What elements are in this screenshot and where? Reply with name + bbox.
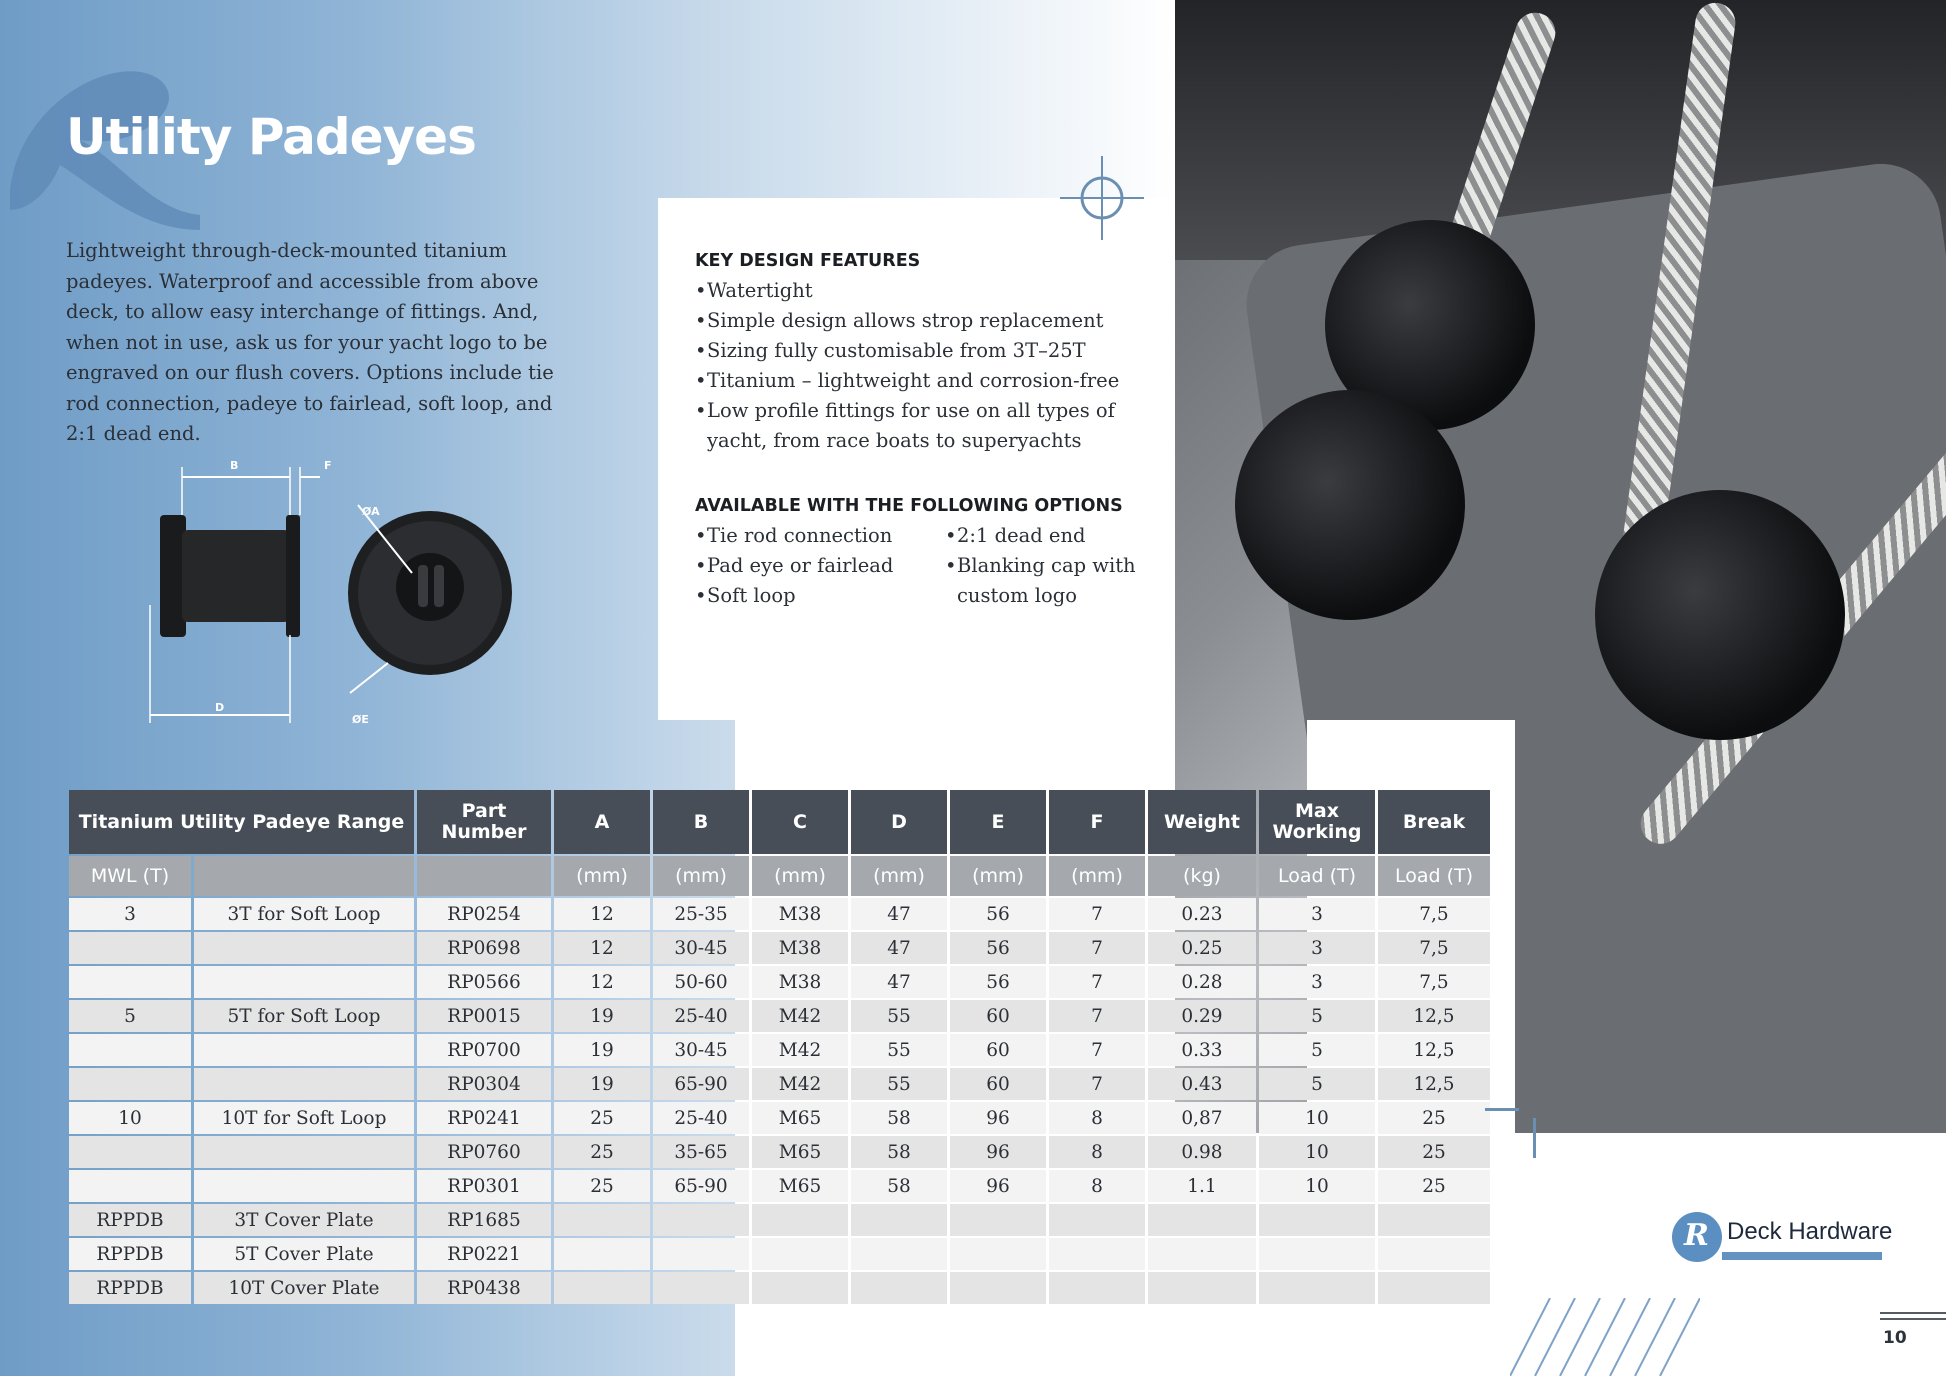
table-cell (1148, 1272, 1256, 1304)
options-list-left (695, 521, 945, 611)
table-cell: RP0304 (417, 1068, 551, 1100)
dim-label-d: D (215, 701, 225, 714)
table-cell: 25 (1378, 1170, 1490, 1202)
option-item: • Blanking cap with custom logo (945, 551, 1165, 611)
table-cell: 8 (1049, 1136, 1145, 1168)
table-cell: 7,5 (1378, 898, 1490, 930)
column-header: F (1049, 790, 1145, 854)
dim-label-b: B (230, 459, 239, 472)
table-cell: 10 (1259, 1136, 1375, 1168)
table-cell (194, 1170, 414, 1202)
options-list-right (945, 521, 1165, 611)
table-cell: 12 (554, 932, 650, 964)
table-cell: 0.28 (1148, 966, 1256, 998)
column-header: B (653, 790, 749, 854)
column-subheader: Load (T) (1259, 856, 1375, 896)
table-cell: 3T Cover Plate (194, 1204, 414, 1236)
table-cell (69, 1068, 191, 1100)
table-cell (950, 1238, 1046, 1270)
option-item: • Soft loop (695, 581, 945, 611)
table-cell: 65-90 (653, 1170, 749, 1202)
table-cell: M65 (752, 1170, 848, 1202)
table-cell: 7 (1049, 1034, 1145, 1066)
table-cell: 30-45 (653, 1034, 749, 1066)
table-cell: 10T Cover Plate (194, 1272, 414, 1304)
table-cell: 1.1 (1148, 1170, 1256, 1202)
table-cell (1378, 1238, 1490, 1270)
column-header: Max Working (1259, 790, 1375, 854)
table-cell: M65 (752, 1136, 848, 1168)
table-cell: 25-40 (653, 1102, 749, 1134)
table-cell: 60 (950, 1000, 1046, 1032)
padeye-spec-table (66, 788, 1493, 1306)
table-cell: 19 (554, 1068, 650, 1100)
brand-name: Deck Hardware (1727, 1218, 1893, 1245)
option-item: • 2:1 dead end (945, 521, 1165, 551)
dim-label-a: ØA (362, 505, 380, 518)
table-cell: M38 (752, 966, 848, 998)
table-cell (69, 1034, 191, 1066)
column-subheader: (mm) (1049, 856, 1145, 896)
table-cell (950, 1272, 1046, 1304)
page-rule (1880, 1318, 1946, 1320)
table-row (69, 1238, 1490, 1270)
page-title: Utility Padeyes (66, 108, 476, 166)
table-cell (752, 1204, 848, 1236)
table-cell: 25 (554, 1102, 650, 1134)
column-header: D (851, 790, 947, 854)
table-cell: 25 (554, 1136, 650, 1168)
table-cell: 19 (554, 1034, 650, 1066)
table-cell: RP0015 (417, 1000, 551, 1032)
table-cell (554, 1272, 650, 1304)
table-cell (194, 1068, 414, 1100)
table-cell: 10 (69, 1102, 191, 1134)
hatch-decoration (1510, 1298, 1700, 1376)
options-heading: AVAILABLE WITH THE FOLLOWING OPTIONS (695, 496, 1123, 516)
table-cell: 3 (1259, 932, 1375, 964)
table-cell (653, 1204, 749, 1236)
table-cell: RPPDB (69, 1204, 191, 1236)
accent-line (1485, 1108, 1519, 1111)
table-cell: M42 (752, 1000, 848, 1032)
table-cell (653, 1272, 749, 1304)
table-cell: 0.23 (1148, 898, 1256, 930)
table-cell (752, 1272, 848, 1304)
table-cell: 25 (1378, 1136, 1490, 1168)
table-cell: RP0241 (417, 1102, 551, 1134)
padeye-diagram (140, 455, 530, 745)
column-subheader: (mm) (653, 856, 749, 896)
table-cell: 60 (950, 1034, 1046, 1066)
dim-label-e: ØE (352, 713, 369, 726)
table-cell: 12,5 (1378, 1000, 1490, 1032)
table-cell: 58 (851, 1102, 947, 1134)
table-cell: 5 (1259, 1068, 1375, 1100)
table-cell: 65-90 (653, 1068, 749, 1100)
key-features-list (695, 276, 1165, 456)
key-features-heading: KEY DESIGN FEATURES (695, 251, 921, 271)
table-row (69, 1204, 1490, 1236)
table-cell: 30-45 (653, 932, 749, 964)
table-cell: 96 (950, 1170, 1046, 1202)
table-row (69, 1272, 1490, 1304)
table-cell (1378, 1272, 1490, 1304)
table-cell (653, 1238, 749, 1270)
table-cell: RP0221 (417, 1238, 551, 1270)
table-cell (194, 1136, 414, 1168)
page-number: 10 (1883, 1328, 1907, 1348)
column-header: E (950, 790, 1046, 854)
table-cell: 3 (1259, 898, 1375, 930)
column-subheader: (kg) (1148, 856, 1256, 896)
page-rule (1880, 1312, 1946, 1314)
table-cell: 7,5 (1378, 966, 1490, 998)
table-cell (69, 966, 191, 998)
table-cell: 0.98 (1148, 1136, 1256, 1168)
dim-label-f: F (324, 459, 332, 472)
table-row (69, 932, 1490, 964)
table-cell (1378, 1204, 1490, 1236)
table-cell: 25 (554, 1170, 650, 1202)
feature-item: • Sizing fully customisable from 3T–25T (695, 336, 1165, 366)
table-cell (950, 1204, 1046, 1236)
table-cell: 55 (851, 1068, 947, 1100)
table-cell (1259, 1272, 1375, 1304)
table-cell: 7 (1049, 1000, 1145, 1032)
table-cell: 3 (1259, 966, 1375, 998)
table-cell: 3 (69, 898, 191, 930)
accent-line (1533, 1118, 1536, 1158)
table-cell: 7 (1049, 1068, 1145, 1100)
column-subheader: (mm) (851, 856, 947, 896)
table-cell: 25 (1378, 1102, 1490, 1134)
table-cell (194, 966, 414, 998)
table-cell: 8 (1049, 1102, 1145, 1134)
table-cell: 7,5 (1378, 932, 1490, 964)
table-cell: 25-40 (653, 1000, 749, 1032)
table-cell: 7 (1049, 932, 1145, 964)
table-cell: RP0254 (417, 898, 551, 930)
table-cell (851, 1238, 947, 1270)
table-cell: 5 (1259, 1034, 1375, 1066)
table-cell: 47 (851, 898, 947, 930)
column-subheader: (mm) (752, 856, 848, 896)
table-cell: 5 (69, 1000, 191, 1032)
table-cell: 55 (851, 1000, 947, 1032)
table-row (69, 898, 1490, 930)
table-cell (1259, 1238, 1375, 1270)
table-cell: M42 (752, 1068, 848, 1100)
table-cell: 12,5 (1378, 1068, 1490, 1100)
column-subheader: (mm) (554, 856, 650, 896)
table-row (69, 1102, 1490, 1134)
table-body (69, 898, 1490, 1304)
column-subheader: MWL (T) (69, 856, 191, 896)
table-cell (194, 1034, 414, 1066)
table-cell: 10 (1259, 1170, 1375, 1202)
table-cell: 25-35 (653, 898, 749, 930)
intro-paragraph: Lightweight through-deck-mounted titanium padeyes. Waterproof and accessible from above deck, to allow easy interchange of fittings. And, when not in use, ask us for your yacht logo to be engraved on our flush covers. Options include tie rod connection, padeye to fairlead, soft loop, and 2:1 dead end. (66, 239, 554, 445)
table-cell: 8 (1049, 1170, 1145, 1202)
table-cell (1049, 1272, 1145, 1304)
options-section (695, 491, 1195, 611)
table-cell: 58 (851, 1170, 947, 1202)
table-cell (1049, 1204, 1145, 1236)
table-cell: RPPDB (69, 1272, 191, 1304)
key-features (695, 246, 1165, 456)
table-cell: 56 (950, 966, 1046, 998)
table-row (69, 1000, 1490, 1032)
table-cell (851, 1204, 947, 1236)
table-cell: 12,5 (1378, 1034, 1490, 1066)
table-cell: M38 (752, 932, 848, 964)
table-cell (69, 1136, 191, 1168)
table-row (69, 1136, 1490, 1168)
table-cell: 3T for Soft Loop (194, 898, 414, 930)
table-cell (194, 932, 414, 964)
table-cell (1259, 1204, 1375, 1236)
table-cell: 5T for Soft Loop (194, 1000, 414, 1032)
table-cell: 0,87 (1148, 1102, 1256, 1134)
table-cell (1148, 1204, 1256, 1236)
table-cell: 56 (950, 898, 1046, 930)
table-cell: 56 (950, 932, 1046, 964)
column-header: Part Number (417, 790, 551, 854)
table-cell (554, 1238, 650, 1270)
table-cell: 50-60 (653, 966, 749, 998)
table-cell: 7 (1049, 966, 1145, 998)
table-cell: M65 (752, 1102, 848, 1134)
table-cell: M38 (752, 898, 848, 930)
table-cell (69, 1170, 191, 1202)
table-row (69, 1170, 1490, 1202)
table-cell: 47 (851, 932, 947, 964)
table-cell: 5T Cover Plate (194, 1238, 414, 1270)
table-cell: RP0301 (417, 1170, 551, 1202)
table-cell: RP1685 (417, 1204, 551, 1236)
feature-item: • Watertight (695, 276, 1165, 306)
column-header: Weight (1148, 790, 1256, 854)
table-cell: 19 (554, 1000, 650, 1032)
table-cell: 35-65 (653, 1136, 749, 1168)
table-cell: RP0760 (417, 1136, 551, 1168)
table-cell: 60 (950, 1068, 1046, 1100)
table-cell: 10T for Soft Loop (194, 1102, 414, 1134)
table-cell (1148, 1238, 1256, 1270)
column-subheader: Load (T) (1378, 856, 1490, 896)
table-cell (851, 1272, 947, 1304)
brand-underline (1722, 1252, 1882, 1260)
table-cell (554, 1204, 650, 1236)
table-cell: M42 (752, 1034, 848, 1066)
table-cell: 12 (554, 966, 650, 998)
table-row (69, 966, 1490, 998)
table-row (69, 1034, 1490, 1066)
column-header: A (554, 790, 650, 854)
column-header: Break (1378, 790, 1490, 854)
column-subheader (194, 856, 414, 896)
table-cell: 58 (851, 1136, 947, 1168)
table-cell (752, 1238, 848, 1270)
table-cell: 7 (1049, 898, 1145, 930)
table-cell: 0.43 (1148, 1068, 1256, 1100)
feature-item: • Titanium – lightweight and corrosion-free (695, 366, 1165, 396)
table-cell: 12 (554, 898, 650, 930)
column-subheader: (mm) (950, 856, 1046, 896)
table-cell: 0.29 (1148, 1000, 1256, 1032)
table-cell: 0.33 (1148, 1034, 1256, 1066)
table-cell: RP0566 (417, 966, 551, 998)
brand-logo-icon: R (1672, 1212, 1722, 1262)
column-subheader (417, 856, 551, 896)
option-item: • Pad eye or fairlead (695, 551, 945, 581)
table-cell: RPPDB (69, 1238, 191, 1270)
feature-item: • Simple design allows strop replacement (695, 306, 1165, 336)
option-item: • Tie rod connection (695, 521, 945, 551)
table-header-row (69, 790, 1490, 854)
table-cell: 10 (1259, 1102, 1375, 1134)
table-cell: 5 (1259, 1000, 1375, 1032)
table-cell (1049, 1238, 1145, 1270)
table-subheader-row (69, 856, 1490, 896)
table-cell: RP0700 (417, 1034, 551, 1066)
table-cell: 55 (851, 1034, 947, 1066)
table-cell: 96 (950, 1102, 1046, 1134)
feature-item: • Low profile fittings for use on all types of yacht, from race boats to superyachts (695, 396, 1165, 456)
column-header: Titanium Utility Padeye Range (69, 790, 414, 854)
crosshair-icon (1060, 156, 1144, 240)
table-cell (69, 932, 191, 964)
table-cell: RP0438 (417, 1272, 551, 1304)
table-cell: 0.25 (1148, 932, 1256, 964)
table-cell: RP0698 (417, 932, 551, 964)
table-row (69, 1068, 1490, 1100)
table-cell: 47 (851, 966, 947, 998)
column-header: C (752, 790, 848, 854)
table-cell: 96 (950, 1136, 1046, 1168)
